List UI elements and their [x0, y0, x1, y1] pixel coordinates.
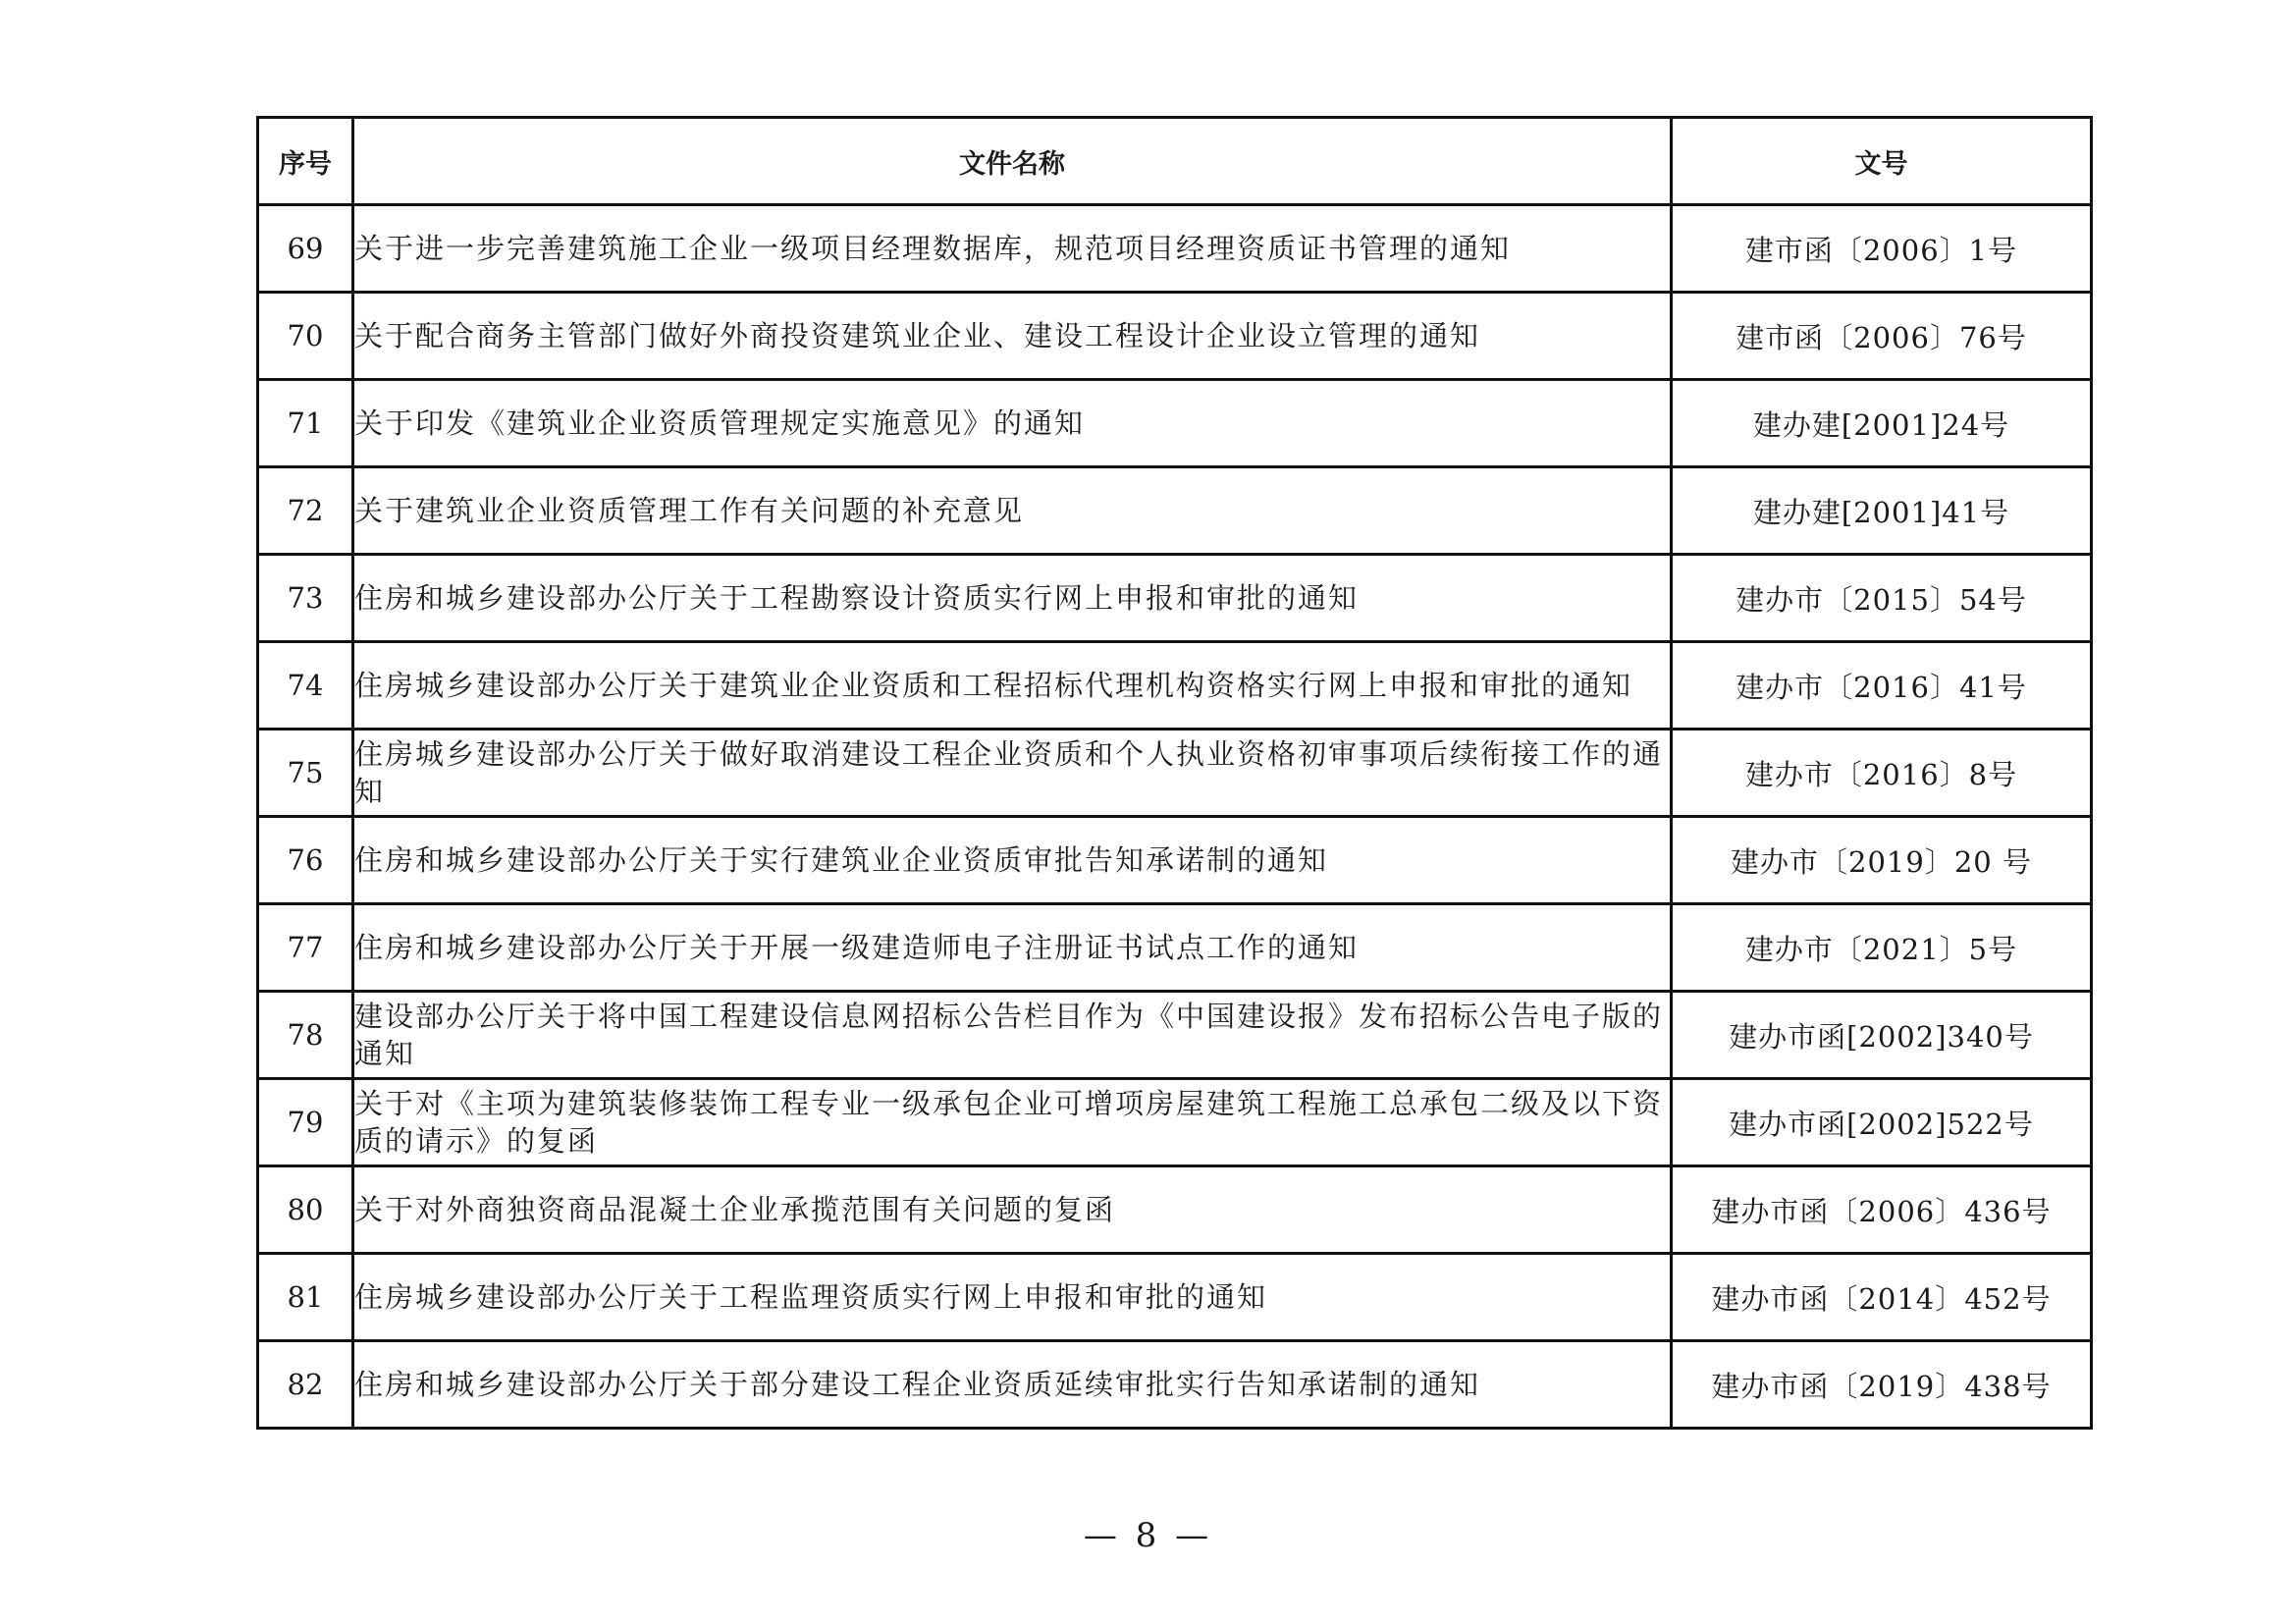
- row-document-name: 住房城乡建设部办公厅关于建筑业企业资质和工程招标代理机构资格实行网上申报和审批的通知: [353, 642, 1672, 730]
- table-row: [258, 817, 2092, 904]
- table-row: [258, 1341, 2092, 1429]
- table-row: [258, 555, 2092, 642]
- row-seq: 77: [258, 904, 353, 992]
- table-row: [258, 992, 2092, 1079]
- row-document-number: 建市函〔2006〕1号: [1672, 205, 2092, 293]
- row-seq: 79: [258, 1079, 353, 1166]
- row-document-number: 建办市函〔2006〕436号: [1672, 1166, 2092, 1254]
- page-number: — 8 —: [1083, 1516, 1213, 1555]
- table-row: [258, 293, 2092, 380]
- row-document-number: 建市函〔2006〕76号: [1672, 293, 2092, 380]
- header-document-number: 文号: [1672, 118, 2092, 205]
- row-document-name: 住房和城乡建设部办公厅关于开展一级建造师电子注册证书试点工作的通知: [353, 904, 1672, 992]
- row-document-number: 建办市〔2016〕41号: [1672, 642, 2092, 730]
- row-seq: 76: [258, 817, 353, 904]
- table-row: [258, 380, 2092, 467]
- row-document-number: 建办市函[2002]340号: [1672, 992, 2092, 1079]
- row-document-name: 住房和城乡建设部办公厅关于工程勘察设计资质实行网上申报和审批的通知: [353, 555, 1672, 642]
- row-seq: 80: [258, 1166, 353, 1254]
- row-seq: 81: [258, 1254, 353, 1341]
- row-document-name: 关于建筑业企业资质管理工作有关问题的补充意见: [353, 467, 1672, 555]
- table-row: [258, 1166, 2092, 1254]
- row-seq: 82: [258, 1341, 353, 1429]
- row-document-number: 建办市〔2021〕5号: [1672, 904, 2092, 992]
- table-body: [258, 205, 2092, 1429]
- row-document-number: 建办建[2001]41号: [1672, 467, 2092, 555]
- row-seq: 70: [258, 293, 353, 380]
- table-row: [258, 730, 2092, 817]
- row-document-number: 建办市〔2016〕8号: [1672, 730, 2092, 817]
- row-seq: 78: [258, 992, 353, 1079]
- row-document-name: 关于配合商务主管部门做好外商投资建筑业企业、建设工程设计企业设立管理的通知: [353, 293, 1672, 380]
- row-document-number: 建办市〔2019〕20 号: [1672, 817, 2092, 904]
- table-row: [258, 205, 2092, 293]
- table-row: [258, 1254, 2092, 1341]
- row-document-name: 关于对《主项为建筑装修装饰工程专业一级承包企业可增项房屋建筑工程施工总承包二级及以下资质的请示》的复函: [353, 1079, 1672, 1166]
- row-document-name: 住房城乡建设部办公厅关于工程监理资质实行网上申报和审批的通知: [353, 1254, 1672, 1341]
- row-document-number: 建办市函〔2019〕438号: [1672, 1341, 2092, 1429]
- row-document-name: 关于对外商独资商品混凝土企业承揽范围有关问题的复函: [353, 1166, 1672, 1254]
- row-document-number: 建办市函[2002]522号: [1672, 1079, 2092, 1166]
- table-row: [258, 642, 2092, 730]
- row-document-number: 建办市〔2015〕54号: [1672, 555, 2092, 642]
- row-seq: 72: [258, 467, 353, 555]
- row-document-number: 建办建[2001]24号: [1672, 380, 2092, 467]
- table-row: [258, 904, 2092, 992]
- row-seq: 75: [258, 730, 353, 817]
- row-seq: 69: [258, 205, 353, 293]
- header-document-name: 文件名称: [353, 118, 1672, 205]
- row-document-name: 关于印发《建筑业企业资质管理规定实施意见》的通知: [353, 380, 1672, 467]
- row-document-name: 住房和城乡建设部办公厅关于实行建筑业企业资质审批告知承诺制的通知: [353, 817, 1672, 904]
- row-document-number: 建办市函〔2014〕452号: [1672, 1254, 2092, 1341]
- row-document-name: 建设部办公厅关于将中国工程建设信息网招标公告栏目作为《中国建设报》发布招标公告电子版的通知: [353, 992, 1672, 1079]
- row-seq: 74: [258, 642, 353, 730]
- table-header-row: [258, 118, 2092, 205]
- document-list-table: [256, 116, 2093, 1430]
- row-document-name: 住房城乡建设部办公厅关于做好取消建设工程企业资质和个人执业资格初审事项后续衔接工作的通知: [353, 730, 1672, 817]
- table-row: [258, 1079, 2092, 1166]
- row-document-name: 关于进一步完善建筑施工企业一级项目经理数据库，规范项目经理资质证书管理的通知: [353, 205, 1672, 293]
- row-seq: 71: [258, 380, 353, 467]
- row-seq: 73: [258, 555, 353, 642]
- table-row: [258, 467, 2092, 555]
- row-document-name: 住房和城乡建设部办公厅关于部分建设工程企业资质延续审批实行告知承诺制的通知: [353, 1341, 1672, 1429]
- header-seq: 序号: [258, 118, 353, 205]
